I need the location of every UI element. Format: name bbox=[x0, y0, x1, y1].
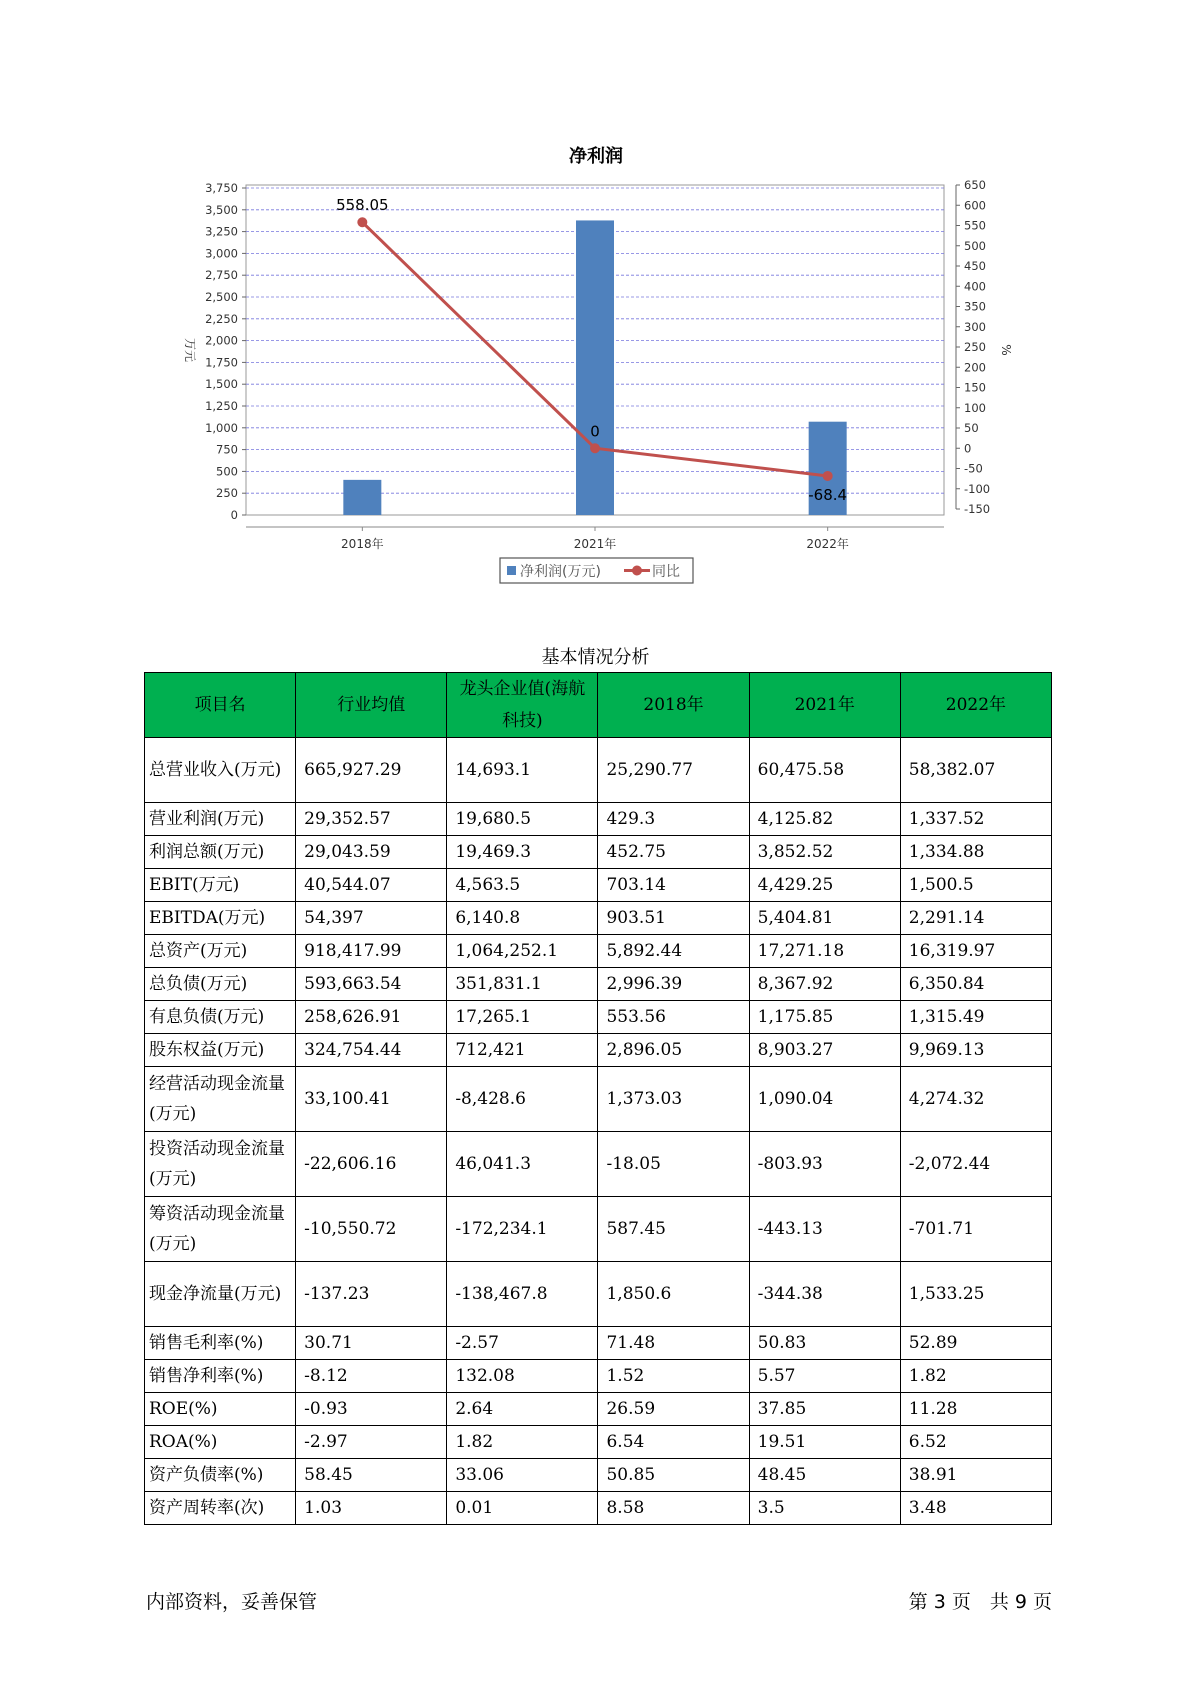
table-row bbox=[145, 836, 1052, 869]
row-label-cell: 资产负债率(%) bbox=[145, 1459, 296, 1492]
chart-title: 净利润 bbox=[569, 146, 623, 167]
header-industry-average: 行业均值 bbox=[296, 673, 447, 738]
table-cell: -10,550.72 bbox=[296, 1197, 447, 1262]
table-cell: 587.45 bbox=[598, 1197, 749, 1262]
row-label-cell: 股东权益(万元) bbox=[145, 1034, 296, 1067]
table-cell: 29,043.59 bbox=[296, 836, 447, 869]
y2-tick-label: -100 bbox=[964, 481, 991, 496]
table-row bbox=[145, 1327, 1052, 1360]
y-tick-label: 1,500 bbox=[205, 377, 238, 392]
y-tick-label: 1,250 bbox=[205, 399, 238, 413]
table-cell: 5,892.44 bbox=[598, 935, 749, 968]
table-cell: 29,352.57 bbox=[296, 803, 447, 836]
table-cell: 712,421 bbox=[447, 1034, 598, 1067]
table-cell: 71.48 bbox=[598, 1327, 749, 1360]
table-cell: 19,469.3 bbox=[447, 836, 598, 869]
table-cell: 50.83 bbox=[749, 1327, 900, 1360]
y2-tick-label: 650 bbox=[964, 178, 986, 192]
table-cell: 918,417.99 bbox=[296, 935, 447, 968]
row-label-cell: 有息负债(万元) bbox=[145, 1001, 296, 1034]
table-row bbox=[145, 1262, 1052, 1327]
y2-tick-label: 350 bbox=[964, 299, 986, 314]
table-cell: 19,680.5 bbox=[447, 803, 598, 836]
table-row bbox=[145, 1067, 1052, 1132]
table-cell: 2,996.39 bbox=[598, 968, 749, 1001]
table-cell: 6.52 bbox=[900, 1426, 1051, 1459]
table-cell: -8.12 bbox=[296, 1360, 447, 1393]
table-row bbox=[145, 1426, 1052, 1459]
net-profit-chart bbox=[0, 0, 1191, 600]
legend-line-label: 同比 bbox=[652, 564, 680, 580]
table-row bbox=[145, 935, 1052, 968]
table-cell: 1,850.6 bbox=[598, 1262, 749, 1327]
row-label-cell: 现金净流量(万元) bbox=[145, 1262, 296, 1327]
legend-line-marker bbox=[632, 566, 642, 576]
table-cell: 703.14 bbox=[598, 869, 749, 902]
row-label-cell: 利润总额(万元) bbox=[145, 836, 296, 869]
table-row bbox=[145, 1360, 1052, 1393]
y-tick-label: 3,250 bbox=[205, 224, 238, 239]
header-item-name: 项目名 bbox=[145, 673, 296, 738]
y-tick-label: 1,750 bbox=[205, 355, 238, 370]
table-cell: -8,428.6 bbox=[447, 1067, 598, 1132]
header-2022: 2022年 bbox=[900, 673, 1051, 738]
table-cell: 429.3 bbox=[598, 803, 749, 836]
table-cell: -701.71 bbox=[900, 1197, 1051, 1262]
bar bbox=[576, 220, 614, 515]
y2-tick-label: 250 bbox=[964, 340, 986, 354]
y2-tick-label: 500 bbox=[964, 238, 986, 253]
table-cell: -172,234.1 bbox=[447, 1197, 598, 1262]
y2-tick-label: 50 bbox=[964, 421, 979, 435]
x-tick-label: 2021年 bbox=[573, 537, 617, 551]
y-tick-label: 2,750 bbox=[205, 268, 238, 283]
footer-confidential-note: 内部资料，妥善保管 bbox=[146, 1591, 318, 1613]
table-cell: 19.51 bbox=[749, 1426, 900, 1459]
row-label-cell: 销售净利率(%) bbox=[145, 1360, 296, 1393]
row-label-cell: EBITDA(万元) bbox=[145, 902, 296, 935]
y2-axis-label: % bbox=[999, 344, 1013, 356]
table-cell: 452.75 bbox=[598, 836, 749, 869]
table-cell: 1,064,252.1 bbox=[447, 935, 598, 968]
header-2018: 2018年 bbox=[598, 673, 749, 738]
table-cell: 9,969.13 bbox=[900, 1034, 1051, 1067]
data-label: -68.4 bbox=[808, 485, 848, 504]
table-row bbox=[145, 738, 1052, 803]
table-cell: 8.58 bbox=[598, 1492, 749, 1525]
table-cell: 2,896.05 bbox=[598, 1034, 749, 1067]
line-point bbox=[357, 217, 367, 227]
table-cell: 16,319.97 bbox=[900, 935, 1051, 968]
table-cell: 2,291.14 bbox=[900, 902, 1051, 935]
x-tick-label: 2022年 bbox=[806, 537, 849, 551]
table-header-row bbox=[145, 673, 1052, 738]
table-row bbox=[145, 902, 1052, 935]
table-row bbox=[145, 803, 1052, 836]
table-cell: -0.93 bbox=[296, 1393, 447, 1426]
table-cell: 903.51 bbox=[598, 902, 749, 935]
table-cell: 37.85 bbox=[749, 1393, 900, 1426]
row-label-cell: 投资活动现金流量(万元) bbox=[145, 1132, 296, 1197]
table-cell: 17,271.18 bbox=[749, 935, 900, 968]
table-cell: -803.93 bbox=[749, 1132, 900, 1197]
table-cell: 30.71 bbox=[296, 1327, 447, 1360]
table-cell: 553.56 bbox=[598, 1001, 749, 1034]
table-cell: 1,533.25 bbox=[900, 1262, 1051, 1327]
table-row bbox=[145, 1001, 1052, 1034]
table-cell: -22,606.16 bbox=[296, 1132, 447, 1197]
data-label: 558.05 bbox=[336, 196, 389, 215]
table-cell: -138,467.8 bbox=[447, 1262, 598, 1327]
row-label-cell: 经营活动现金流量(万元) bbox=[145, 1067, 296, 1132]
table-row bbox=[145, 869, 1052, 902]
table-cell: 1,175.85 bbox=[749, 1001, 900, 1034]
y2-tick-label: -50 bbox=[964, 461, 983, 476]
table-cell: 33,100.41 bbox=[296, 1067, 447, 1132]
legend-bar-swatch bbox=[507, 566, 516, 575]
data-label: 0 bbox=[590, 422, 600, 441]
table-cell: 351,831.1 bbox=[447, 968, 598, 1001]
row-label-cell: 总负债(万元) bbox=[145, 968, 296, 1001]
table-cell: 48.45 bbox=[749, 1459, 900, 1492]
table-cell: 60,475.58 bbox=[749, 738, 900, 803]
table-cell: 40,544.07 bbox=[296, 869, 447, 902]
y2-tick-label: 150 bbox=[964, 380, 986, 395]
table-cell: 1,500.5 bbox=[900, 869, 1051, 902]
table-cell: 3,852.52 bbox=[749, 836, 900, 869]
y-tick-label: 0 bbox=[230, 508, 238, 522]
y-tick-label: 3,500 bbox=[205, 202, 238, 217]
table-cell: 1,337.52 bbox=[900, 803, 1051, 836]
y2-tick-label: 300 bbox=[964, 319, 986, 334]
y-tick-label: 750 bbox=[216, 442, 238, 457]
row-label-cell: 资产周转率(次) bbox=[145, 1492, 296, 1525]
table-cell: 8,903.27 bbox=[749, 1034, 900, 1067]
line-point bbox=[823, 471, 833, 481]
table-cell: 3.48 bbox=[900, 1492, 1051, 1525]
y2-tick-label: 600 bbox=[964, 198, 986, 213]
table-cell: 17,265.1 bbox=[447, 1001, 598, 1034]
table-cell: 6,140.8 bbox=[447, 902, 598, 935]
y2-tick-label: 550 bbox=[964, 218, 986, 233]
table-cell: 5,404.81 bbox=[749, 902, 900, 935]
table-cell: 6,350.84 bbox=[900, 968, 1051, 1001]
table-cell: -443.13 bbox=[749, 1197, 900, 1262]
table-cell: 1,373.03 bbox=[598, 1067, 749, 1132]
table-cell: 1,090.04 bbox=[749, 1067, 900, 1132]
table-cell: 46,041.3 bbox=[447, 1132, 598, 1197]
row-label-cell: EBIT(万元) bbox=[145, 869, 296, 902]
table-cell: 26.59 bbox=[598, 1393, 749, 1426]
table-cell: 11.28 bbox=[900, 1393, 1051, 1426]
table-cell: -137.23 bbox=[296, 1262, 447, 1327]
table-cell: 4,274.32 bbox=[900, 1067, 1051, 1132]
table-row bbox=[145, 1034, 1052, 1067]
table-cell: 14,693.1 bbox=[447, 738, 598, 803]
y-tick-label: 2,000 bbox=[205, 333, 238, 348]
table-cell: 6.54 bbox=[598, 1426, 749, 1459]
y-axis-label: 万元 bbox=[183, 337, 197, 363]
table-cell: 0.01 bbox=[447, 1492, 598, 1525]
table-cell: 132.08 bbox=[447, 1360, 598, 1393]
table-cell: 324,754.44 bbox=[296, 1034, 447, 1067]
table-cell: 4,125.82 bbox=[749, 803, 900, 836]
table-title: 基本情况分析 bbox=[541, 647, 650, 668]
y2-tick-label: 200 bbox=[964, 360, 986, 375]
table-cell: 1,315.49 bbox=[900, 1001, 1051, 1034]
row-label-cell: 筹资活动现金流量(万元) bbox=[145, 1197, 296, 1262]
table-row bbox=[145, 1132, 1052, 1197]
table-row bbox=[145, 1197, 1052, 1262]
table-cell: 1.03 bbox=[296, 1492, 447, 1525]
table-cell: 1.82 bbox=[447, 1426, 598, 1459]
table-cell: 8,367.92 bbox=[749, 968, 900, 1001]
table-cell: 593,663.54 bbox=[296, 968, 447, 1001]
legend-bar-label: 净利润(万元) bbox=[520, 564, 601, 580]
table-cell: 258,626.91 bbox=[296, 1001, 447, 1034]
table-cell: 4,429.25 bbox=[749, 869, 900, 902]
table-cell: 33.06 bbox=[447, 1459, 598, 1492]
header-leader-value: 龙头企业值(海航科技) bbox=[447, 673, 598, 738]
table-cell: 3.5 bbox=[749, 1492, 900, 1525]
y-tick-label: 1,000 bbox=[205, 420, 238, 435]
table-cell: 1.52 bbox=[598, 1360, 749, 1393]
y2-tick-label: 0 bbox=[964, 441, 972, 456]
row-label-cell: 营业利润(万元) bbox=[145, 803, 296, 836]
header-2021: 2021年 bbox=[749, 673, 900, 738]
table-row bbox=[145, 1459, 1052, 1492]
table-cell: 38.91 bbox=[900, 1459, 1051, 1492]
table-cell: 25,290.77 bbox=[598, 738, 749, 803]
y-tick-label: 250 bbox=[216, 486, 238, 501]
bar bbox=[343, 480, 381, 515]
table-cell: 50.85 bbox=[598, 1459, 749, 1492]
y2-tick-label: 450 bbox=[964, 259, 986, 273]
y-tick-label: 3,750 bbox=[205, 181, 238, 195]
table-cell: -18.05 bbox=[598, 1132, 749, 1197]
footer-page-number: 第 3 页 共 9 页 bbox=[908, 1591, 1052, 1613]
row-label-cell: 销售毛利率(%) bbox=[145, 1327, 296, 1360]
table-cell: 4,563.5 bbox=[447, 869, 598, 902]
table-cell: 5.57 bbox=[749, 1360, 900, 1393]
table-cell: 54,397 bbox=[296, 902, 447, 935]
row-label-cell: ROE(%) bbox=[145, 1393, 296, 1426]
table-row bbox=[145, 1492, 1052, 1525]
table-cell: -2.97 bbox=[296, 1426, 447, 1459]
table-cell: 1,334.88 bbox=[900, 836, 1051, 869]
y2-tick-label: -150 bbox=[964, 502, 991, 516]
table-cell: -2,072.44 bbox=[900, 1132, 1051, 1197]
basic-analysis-table bbox=[144, 672, 1052, 1525]
y2-tick-label: 100 bbox=[964, 400, 986, 415]
table-cell: 58.45 bbox=[296, 1459, 447, 1492]
table-cell: 58,382.07 bbox=[900, 738, 1051, 803]
table-row bbox=[145, 968, 1052, 1001]
y-tick-label: 500 bbox=[216, 464, 238, 479]
table-row bbox=[145, 1393, 1052, 1426]
table-cell: 2.64 bbox=[447, 1393, 598, 1426]
table-cell: 665,927.29 bbox=[296, 738, 447, 803]
y2-tick-label: 400 bbox=[964, 279, 986, 294]
table-cell: 1.82 bbox=[900, 1360, 1051, 1393]
row-label-cell: 总资产(万元) bbox=[145, 935, 296, 968]
table-cell: -2.57 bbox=[447, 1327, 598, 1360]
x-tick-label: 2018年 bbox=[341, 537, 384, 551]
table-cell: -344.38 bbox=[749, 1262, 900, 1327]
row-label-cell: ROA(%) bbox=[145, 1426, 296, 1459]
y-tick-label: 2,250 bbox=[205, 311, 238, 326]
y-tick-label: 2,500 bbox=[205, 290, 238, 304]
table-cell: 52.89 bbox=[900, 1327, 1051, 1360]
y-tick-label: 3,000 bbox=[205, 246, 238, 261]
line-point bbox=[590, 443, 600, 453]
row-label-cell: 总营业收入(万元) bbox=[145, 738, 296, 803]
